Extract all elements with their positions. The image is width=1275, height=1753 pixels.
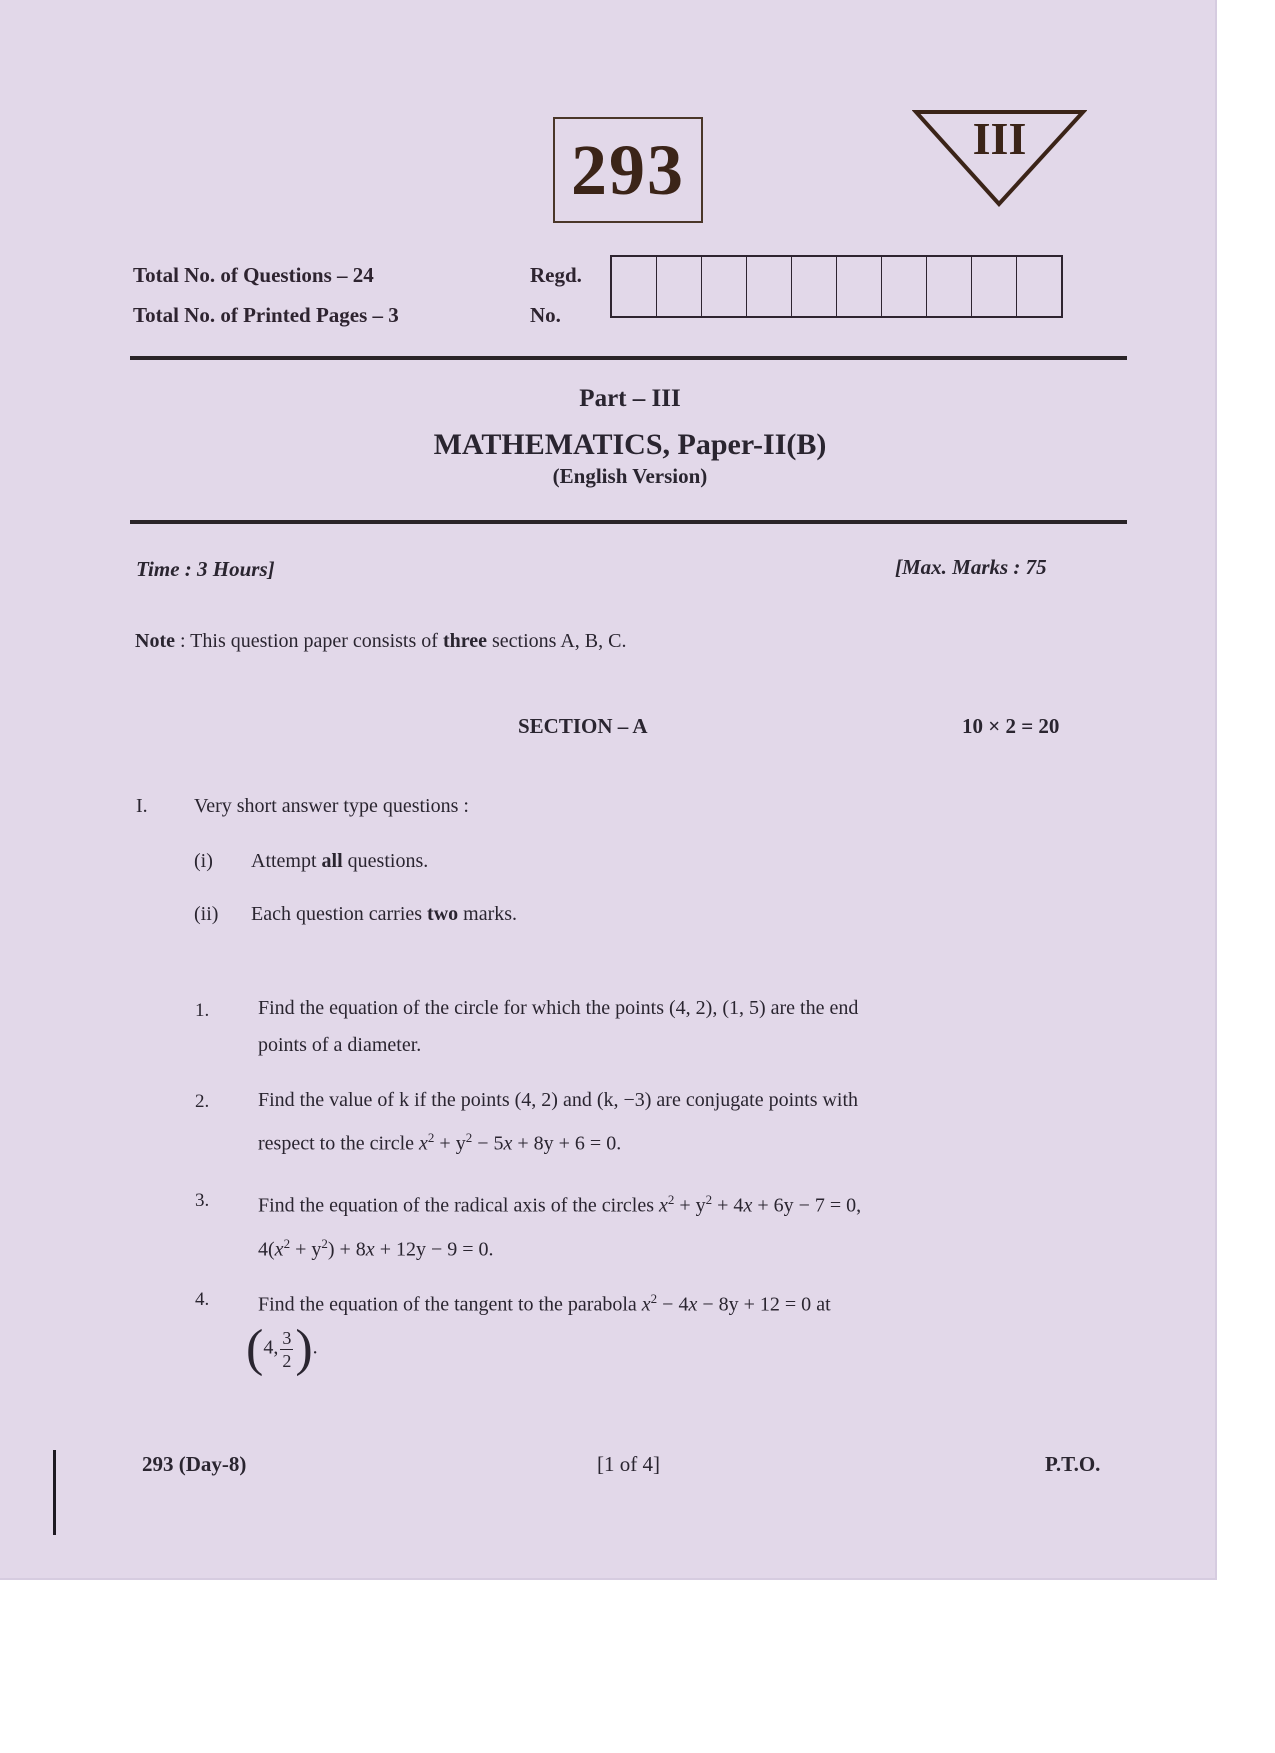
point-coordinate: 4,	[263, 1336, 279, 1359]
paper-code: 293	[571, 129, 685, 210]
instruction-text: Each question carries	[251, 903, 428, 925]
question-line: Find the value of k if the points (4, 2) and (k, −3) are conjugate points with	[258, 1089, 859, 1111]
divider-bottom	[130, 520, 1127, 524]
note	[135, 630, 626, 653]
instruction-num: (i)	[194, 850, 213, 872]
question-2	[258, 1082, 1060, 1163]
regd-box[interactable]	[792, 257, 837, 316]
section-roman: I.	[136, 795, 148, 817]
question-text: .	[616, 1132, 622, 1155]
question-text: Find the equation of the radical axis of the circles	[258, 1194, 659, 1217]
question-text: Find the equation of the tangent to the parabola	[258, 1293, 642, 1316]
instruction-text: Attempt	[251, 850, 322, 872]
question-number: 3.	[195, 1190, 210, 1211]
regd-box[interactable]	[927, 257, 972, 316]
note-text-a: : This question paper consists of	[174, 630, 443, 652]
regd-box[interactable]	[1017, 257, 1061, 316]
instruction-bold: all	[321, 850, 343, 872]
regd-label: Regd.	[530, 263, 582, 287]
question-number: 1.	[195, 1000, 210, 1021]
regd-number-boxes[interactable]	[610, 255, 1063, 318]
section-intro: Very short answer type questions :	[194, 795, 469, 817]
footer-code: 293 (Day-8)	[142, 1452, 247, 1476]
footer-pto: P.T.O.	[1045, 1452, 1101, 1476]
fraction-numerator: 3	[282, 1327, 292, 1348]
question-line: respect to the circle $x^2 + y^2 - 5x + 8y + 6 = 0$.	[258, 1130, 622, 1155]
instruction-item	[251, 903, 517, 926]
regd-box[interactable]	[612, 257, 657, 316]
question-line: Find the equation of the circle for which the points (4, 2), (1, 5) are the end	[258, 997, 859, 1019]
margin-line	[53, 1450, 56, 1535]
section-marks: 10 × 2 = 20	[962, 714, 1060, 738]
question-3	[258, 1181, 1060, 1268]
version-title: (English Version)	[552, 464, 708, 488]
fraction	[280, 1327, 293, 1372]
question-number: 2.	[195, 1091, 210, 1112]
note-label: Note	[135, 630, 175, 652]
total-questions: Total No. of Questions – 24	[133, 263, 374, 287]
fraction-denominator: 2	[282, 1350, 292, 1371]
question-4-point: (4, $\frac{3}{2}$ ).	[246, 1320, 318, 1377]
question-line: points of a diameter.	[258, 1034, 422, 1056]
instruction-item	[251, 850, 428, 873]
question-text: ,	[856, 1194, 862, 1217]
regd-no-label: No.	[530, 303, 561, 327]
question-line: Find the equation of the tangent to the parabola $x^2 - 4x - 8y + 12 = 0$ at	[258, 1291, 831, 1316]
instruction-text: questions.	[342, 850, 429, 872]
max-marks: [Max. Marks : 75	[895, 555, 1047, 579]
question-text: respect to the circle	[258, 1132, 420, 1155]
question-1	[258, 990, 1060, 1064]
regd-box[interactable]	[702, 257, 747, 316]
section-title: SECTION – A	[518, 714, 648, 738]
regd-box[interactable]	[882, 257, 927, 316]
regd-box[interactable]	[657, 257, 702, 316]
note-bold: three	[442, 630, 487, 652]
paper-code-box	[553, 117, 703, 223]
time-allowed: Time : 3 Hours]	[136, 557, 275, 581]
subject-title: MATHEMATICS, Paper-II(B)	[433, 428, 827, 461]
instruction-text: marks.	[458, 903, 518, 925]
note-text-b: sections A, B, C.	[487, 630, 627, 652]
part-title: Part – III	[579, 385, 681, 412]
divider-top	[130, 356, 1127, 360]
footer-page: [1 of 4]	[597, 1452, 660, 1476]
question-4	[258, 1280, 1060, 1324]
question-line: $4(x^2 + y^2) + 8x + 12y - 9 = 0$.	[258, 1235, 494, 1261]
regd-box[interactable]	[747, 257, 792, 316]
regd-box[interactable]	[972, 257, 1017, 316]
question-line: Find the equation of the radical axis of the circles $x^2 + y^2 + 4x + 6y - 7 = 0$,	[258, 1192, 862, 1217]
question-text: at	[811, 1293, 831, 1316]
set-label: III	[972, 113, 1027, 164]
regd-box[interactable]	[837, 257, 882, 316]
total-pages: Total No. of Printed Pages – 3	[133, 303, 399, 327]
instruction-num: (ii)	[194, 903, 219, 925]
question-number: 4.	[195, 1289, 210, 1310]
instruction-bold: two	[427, 903, 459, 925]
